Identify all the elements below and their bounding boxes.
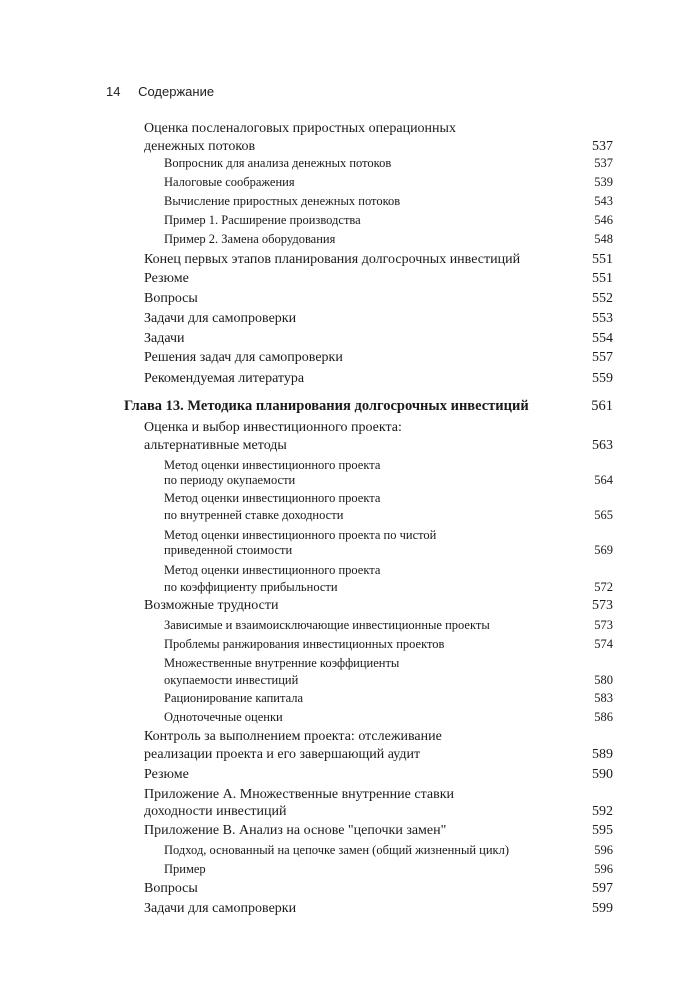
toc-entry-text: Одноточечные оценки [164, 710, 283, 724]
toc-page-number: 546 [594, 213, 613, 227]
toc-entry-text: Приложение В. Анализ на основе "цепочки замен" [144, 823, 447, 838]
toc-entry-text: Вопросник для анализа денежных потоков [164, 156, 392, 170]
toc-entry-text: Резюме [144, 271, 189, 286]
toc-entry-text: Решения задач для самопроверки [144, 350, 343, 365]
toc-page-number: 551 [592, 271, 613, 286]
toc-entry-text: Метод оценки инвестиционного проекта по чистой [164, 528, 437, 542]
toc-entry-text: Налоговые соображения [164, 175, 295, 189]
toc-entry-text: Пример 1. Расширение производства [164, 213, 361, 227]
toc-entry-text: реализации проекта и его завершающий аудит [144, 747, 421, 762]
toc-page-number: 548 [594, 232, 613, 246]
toc-page-number: 543 [594, 194, 613, 208]
toc-entry-text: Проблемы ранжирования инвестиционных проектов [164, 637, 445, 651]
toc-entry-text: Возможные трудности [144, 598, 279, 613]
toc-entry-text: Рационирование капитала [164, 691, 304, 705]
toc-entry-text: Глава 13. Методика планирования долгосрочных инвестиций [124, 398, 529, 414]
toc-entry-text: окупаемости инвестиций [164, 673, 299, 687]
toc-entry-text: Вопросы [144, 881, 198, 896]
toc-entry-text: доходности инвестиций [144, 804, 287, 819]
toc-entry-text: Оценка и выбор инвестиционного проекта: [144, 420, 402, 435]
toc-entry-text: Задачи для самопроверки [144, 901, 297, 916]
page-number: 14 [106, 84, 121, 99]
toc-entry-text: Оценка посленалоговых приростных операционных [144, 121, 456, 136]
toc-page-number: 596 [594, 843, 613, 857]
toc-entry-text: Конец первых этапов планирования долгосрочных инвестиций [144, 252, 521, 267]
toc-entry-text: Подход, основанный на цепочке замен (общий жизненный цикл) [164, 843, 510, 857]
toc-page-number: 564 [594, 473, 613, 487]
toc-page-number: 552 [592, 291, 613, 306]
toc-page-number: 569 [594, 543, 613, 557]
toc-entry-text: Задачи [144, 331, 185, 346]
toc-page-number: 559 [592, 371, 613, 386]
toc-page-number: 551 [592, 252, 613, 267]
toc-page-number: 573 [594, 618, 613, 632]
toc-page-number: 599 [592, 901, 613, 916]
toc-page-number: 589 [592, 747, 613, 762]
toc-entry-text: Множественные внутренние коэффициенты [164, 656, 400, 670]
toc-page-number: 592 [592, 804, 613, 819]
toc-entry-text: Пример 2. Замена оборудования [164, 232, 336, 246]
toc-page-number: 574 [594, 637, 613, 651]
toc-page-number: 557 [592, 350, 613, 365]
toc-entry-text: Вычисление приростных денежных потоков [164, 194, 401, 208]
toc-page-number: 553 [592, 311, 613, 326]
toc-page-number: 573 [592, 598, 613, 613]
toc-entry-text: Задачи для самопроверки [144, 311, 297, 326]
toc-entry-text: по коэффициенту прибыльности [164, 580, 338, 594]
toc-entry-text: Зависимые и взаимоисключающие инвестиционные проекты [164, 618, 490, 632]
toc-page-number: 537 [594, 156, 613, 170]
toc-entry-text: Приложение А. Множественные внутренние ставки [144, 787, 454, 802]
toc-entry-text: Рекомендуемая литература [144, 371, 305, 386]
toc-entry-text: Пример [164, 862, 206, 876]
running-head-title: Содержание [138, 84, 215, 99]
toc-entry-text: по внутренней ставке доходности [164, 508, 344, 522]
toc-entry-text: альтернативные методы [144, 438, 287, 453]
toc-page-number: 554 [592, 331, 613, 346]
toc-page-number: 537 [592, 139, 613, 154]
toc-page-number: 565 [594, 508, 613, 522]
toc-page-number: 586 [594, 710, 613, 724]
toc-entry-text: приведенной стоимости [164, 543, 293, 557]
toc-page-number: 597 [592, 881, 613, 896]
toc-entry-text: Метод оценки инвестиционного проекта [164, 563, 381, 577]
toc-page-number: 563 [592, 438, 613, 453]
toc-page-number: 595 [592, 823, 613, 838]
toc-page-number: 590 [592, 767, 613, 782]
toc-page-number: 583 [594, 691, 613, 705]
toc-entry-text: Метод оценки инвестиционного проекта [164, 491, 381, 505]
toc-entry-text: Резюме [144, 767, 189, 782]
toc-entry-text: Контроль за выполнением проекта: отслеживание [144, 729, 442, 744]
toc-page-number: 580 [594, 673, 613, 687]
toc-entry-text: по периоду окупаемости [164, 473, 296, 487]
toc-entry-text: Вопросы [144, 291, 198, 306]
toc-entry-text: Метод оценки инвестиционного проекта [164, 458, 381, 472]
toc-page-number: 561 [591, 398, 613, 414]
toc-entry-text: денежных потоков [144, 139, 256, 154]
toc-page-number: 539 [594, 175, 613, 189]
toc-page-number: 596 [594, 862, 613, 876]
toc-page-number: 572 [594, 580, 613, 594]
